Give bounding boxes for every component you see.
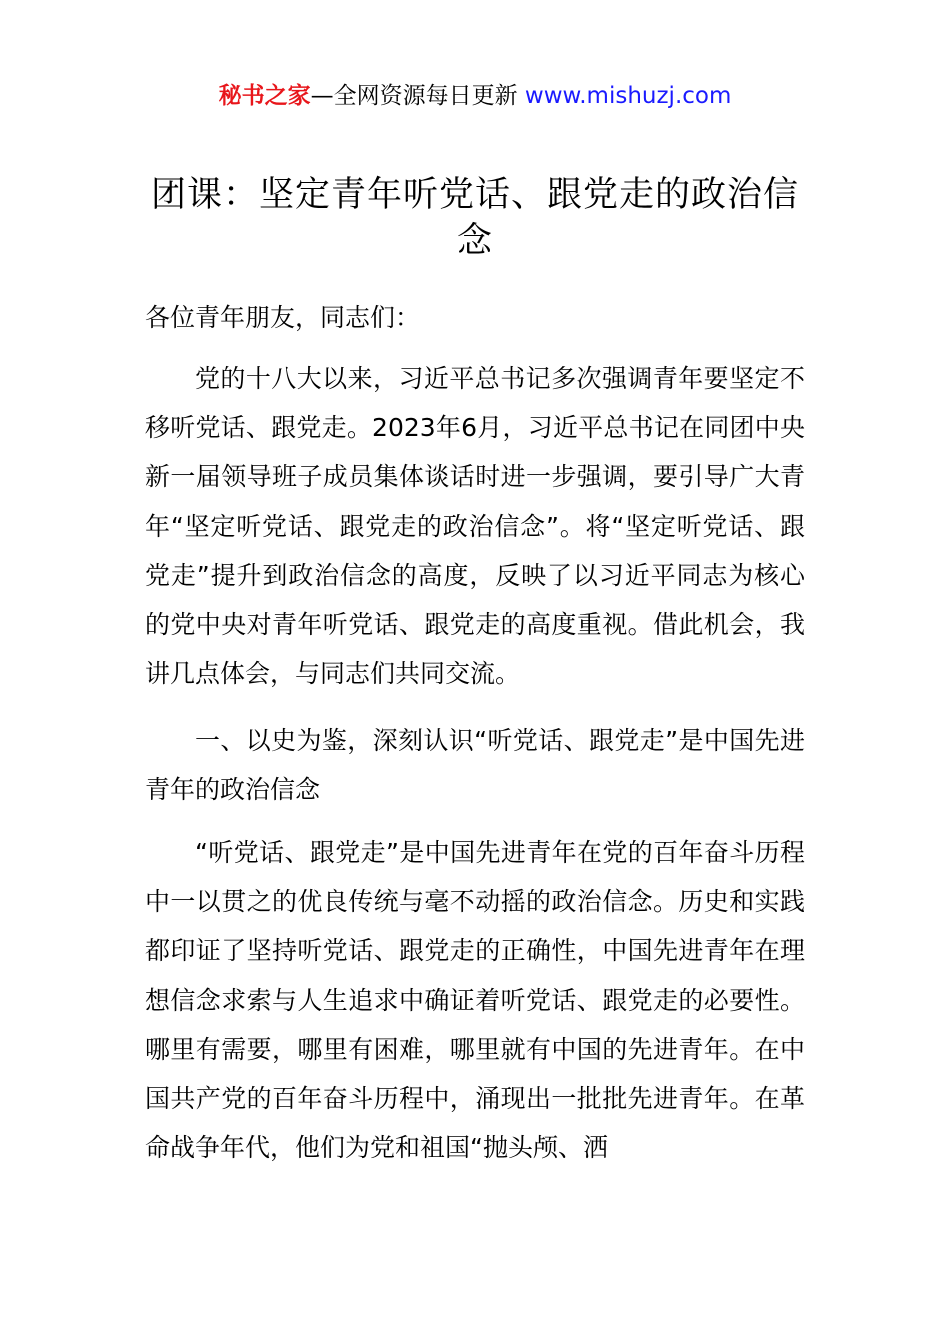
paragraph-intro: 党的十八大以来，习近平总书记多次强调青年要坚定不移听党话、跟党走。2023年6月，习近平总书记在同团中央新一届领导班子成员集体谈话时进一步强调，要引导广大青年“坚定听党话、跟党走的政治信念”。将“坚定听党话、跟党走”提升到政治信念的高度，反映了以习近平同志为核心的党中央对青年听党话、跟党走的高度重视。借此机会，我讲几点体会，与同志们共同交流。	[145, 364, 805, 689]
paragraph-section-1: “听党话、跟党走”是中国先进青年在党的百年奋斗历程中一以贯之的优良传统与毫不动摇的政治信念。历史和实践都印证了坚持听党话、跟党走的正确性，中国先进青年在理想信念求索与人生追求中确证着听党话、跟党走的必要性。哪里有需要，哪里有困难，哪里就有中国的先进青年。在中国共产党的百年奋斗历程中，涌现出一批批先进青年。在革命战争年代，他们为党和祖国“抛头颅、洒	[145, 838, 805, 1163]
salutation: 各位青年朋友，同志们：	[145, 303, 421, 332]
document-title: 团课：坚定青年听党话、跟党走的政治信念	[150, 175, 799, 261]
section-heading-1: 一、以史为鉴，深刻认识“听党话、跟党走”是中国先进青年的政治信念	[145, 726, 805, 805]
site-url-link[interactable]: www.mishuzj.com	[524, 83, 732, 109]
page-header	[0, 80, 950, 112]
brand-name: 秘书之家	[218, 83, 311, 109]
header-tagline: —全网资源每日更新	[310, 83, 525, 109]
